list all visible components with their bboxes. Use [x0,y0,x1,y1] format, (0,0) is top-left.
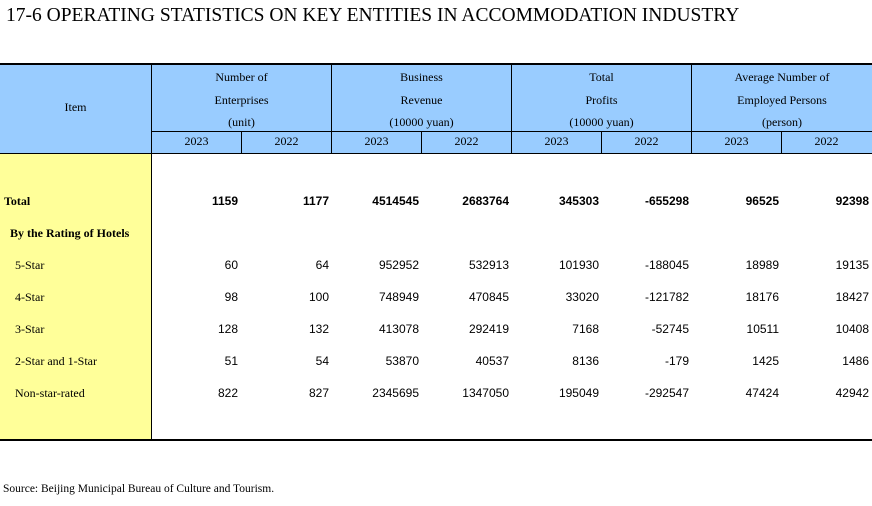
year-header: 2023 [364,134,389,148]
header-unit: (10000 yuan) [569,115,634,129]
cell: 92398 [835,194,869,208]
year-header: 2022 [634,134,659,148]
revenue-header [332,66,511,130]
row-label: 5-Star [15,258,45,272]
header-line: Employed Persons [737,92,827,107]
cell: 470845 [468,290,509,304]
cell: 100 [308,290,329,304]
cell: 1347050 [462,386,509,400]
cell: -179 [664,354,689,368]
cell: 51 [224,354,238,368]
year-header: 2023 [184,134,209,148]
header-line: Number of [215,70,268,84]
row-label: Total [4,194,31,208]
cell: 952952 [378,258,419,272]
cell: 33020 [565,290,599,304]
row-label: 4-Star [15,290,45,304]
cell: 1486 [842,354,869,368]
header-line: Profits [585,92,618,107]
cell: 827 [308,386,329,400]
table-row [0,386,872,404]
cell: 2683764 [462,194,509,208]
table-row-section [0,226,872,244]
cell: 128 [217,322,238,336]
cell: 132 [308,322,329,336]
cell: 748949 [378,290,419,304]
table-row-total [0,194,872,212]
table-row [0,290,872,308]
header-line: Revenue [400,92,443,107]
header-line: Business [400,70,443,84]
item-column-header: Item [64,100,87,114]
year-header: 2022 [814,134,839,148]
year-header: 2023 [724,134,749,148]
source-note: Source: Beijing Municipal Bureau of Culture and Tourism. [3,483,275,495]
cell: 2345695 [372,386,419,400]
enterprises-header [152,66,331,130]
cell: 1425 [752,354,779,368]
employed-persons-header [692,66,872,130]
cell: 18176 [745,290,779,304]
header-line: Average Number of [734,70,830,84]
section-label: By the Rating of Hotels [10,226,130,240]
cell: 1177 [302,194,329,208]
cell: 8136 [572,354,599,368]
row-label: 3-Star [15,322,45,336]
cell: 19135 [835,258,869,272]
cell: 64 [315,258,329,272]
cell: 18427 [835,290,869,304]
cell: 7168 [572,322,599,336]
cell: -121782 [644,290,689,304]
year-header: 2022 [274,134,299,148]
cell: 292419 [468,322,509,336]
table-row [0,258,872,276]
cell: -292547 [644,386,689,400]
profits-header [512,66,691,130]
cell: 42942 [835,386,869,400]
cell: 10511 [746,322,779,336]
cell: 101930 [558,258,599,272]
cell: 1159 [211,194,238,208]
cell: 47424 [745,386,779,400]
row-label: Non-star-rated [15,386,85,400]
table-row [0,354,872,372]
cell: 413078 [378,322,419,336]
table-bottom-rule [0,439,872,441]
table-top-rule [0,63,872,65]
cell: 4514545 [372,194,419,208]
cell: 195049 [558,386,599,400]
header-line: Enterprises [214,92,269,107]
cell: 53870 [385,354,419,368]
header-unit: (person) [762,115,802,129]
cell: 60 [224,258,238,272]
cell: 822 [217,386,238,400]
year-header: 2022 [454,134,479,148]
page-title: 17-6 OPERATING STATISTICS ON KEY ENTITIES IN ACCOMMODATION INDUSTRY [6,5,740,26]
cell: 532913 [468,258,509,272]
cell: -52745 [651,322,689,336]
header-line: Total [589,70,614,84]
cell: 54 [315,354,329,368]
cell: 40537 [475,354,509,368]
year-header: 2023 [544,134,569,148]
cell: 98 [224,290,238,304]
table-header-rule [0,153,872,154]
cell: 96525 [745,194,779,208]
header-unit: (10000 yuan) [389,115,454,129]
cell: 345303 [558,194,599,208]
header-unit: (unit) [228,115,255,129]
row-label: 2-Star and 1-Star [15,354,97,368]
cell: -655298 [644,194,689,208]
cell: 10408 [835,322,869,336]
cell: -188045 [644,258,689,272]
cell: 18989 [745,258,779,272]
table-row [0,322,872,340]
